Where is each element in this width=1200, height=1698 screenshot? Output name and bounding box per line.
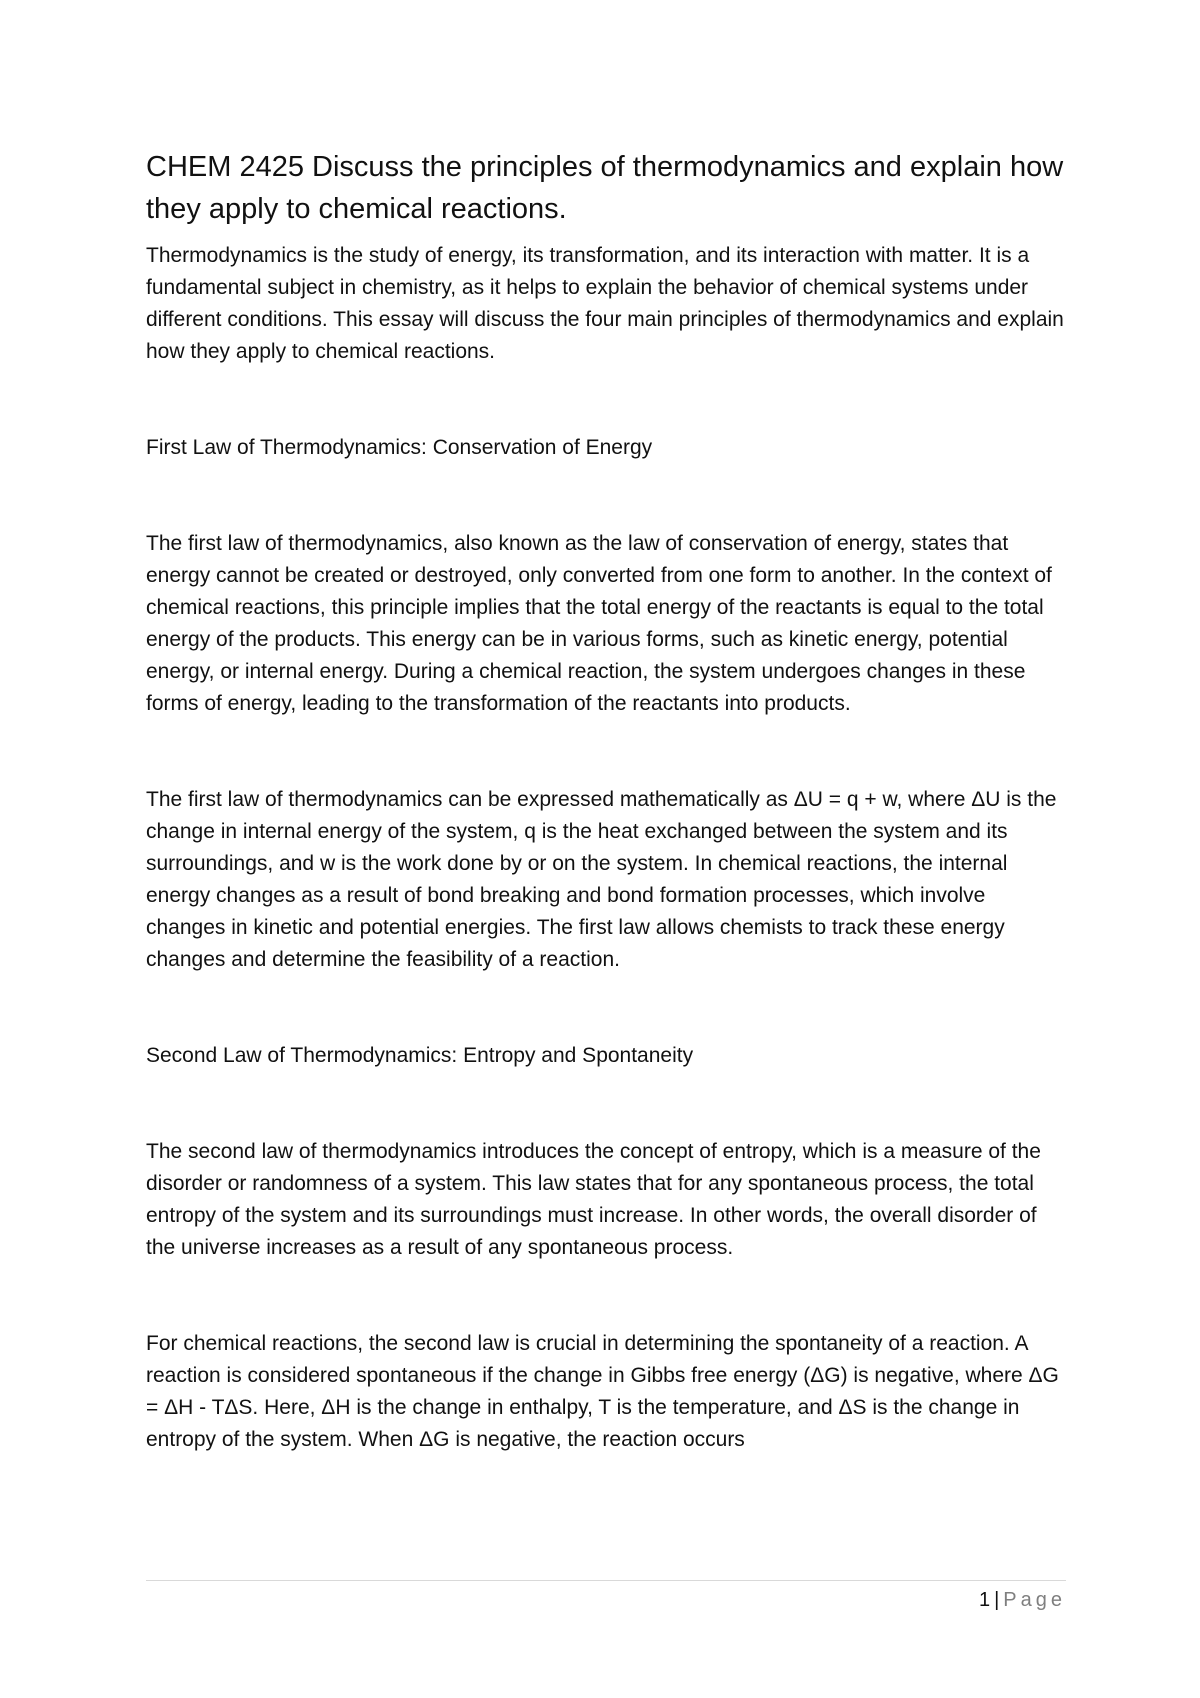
section-heading-first-law: First Law of Thermodynamics: Conservation of Energy xyxy=(146,436,653,459)
document-title: CHEM 2425 Discuss the principles of thermodynamics and explain how they apply to chemical reactions. xyxy=(146,151,1064,225)
page-number: 1 xyxy=(978,1589,991,1611)
section-heading-second-law: Second Law of Thermodynamics: Entropy and Spontaneity xyxy=(146,1044,694,1067)
intro-paragraph: Thermodynamics is the study of energy, its transformation, and its interaction with matter. It is a fundamental subject in chemistry, as it helps to explain the behavior of chemical systems under different conditions. This essay will discuss the four main principles of thermodynamics and explain how they apply to chemical reactions. xyxy=(146,244,1064,363)
first-law-paragraph-2: The first law of thermodynamics can be expressed mathematically as ΔU = q + w, where ΔU is the change in internal energy of the system, q is the heat exchanged between the system and its surroundings, and w is the work done by or on the system. In chemical reactions, the internal energy changes as a result of bond breaking and bond formation processes, which involve changes in kinetic and potential energies. The first law allows chemists to track these energy changes and determine the feasibility of a reaction. xyxy=(146,788,1057,971)
second-law-paragraph-2: For chemical reactions, the second law is crucial in determining the spontaneity of a reaction. A reaction is considered spontaneous if the change in Gibbs free energy (ΔG) is negative, where ΔG = ΔH - TΔS. Here, ΔH is the change in enthalpy, T is the temperature, and ΔS is the change in entropy of the system. When ΔG is negative, the reaction occurs xyxy=(146,1332,1059,1451)
second-law-paragraph-1: The second law of thermodynamics introduces the concept of entropy, which is a measure of the disorder or randomness of a system. This law states that for any spontaneous process, the total entropy of the system and its surroundings must increase. In other words, the overall disorder of the universe increases as a result of any spontaneous process. xyxy=(146,1140,1041,1259)
document-body xyxy=(146,146,1066,1456)
page-separator: | xyxy=(994,1589,1000,1611)
page-footer xyxy=(979,1586,1066,1614)
first-law-paragraph-1: The first law of thermodynamics, also known as the law of conservation of energy, states that energy cannot be created or destroyed, only converted from one form to another. In the context of chemical reactions, this principle implies that the total energy of the reactants is equal to the total energy of the products. This energy can be in various forms, such as kinetic energy, potential energy, or internal energy. During a chemical reaction, the system undergoes changes in these forms of energy, leading to the transformation of the reactants into products. xyxy=(146,532,1052,715)
page-label: Page xyxy=(1003,1589,1066,1611)
footer-divider xyxy=(146,1580,1066,1581)
